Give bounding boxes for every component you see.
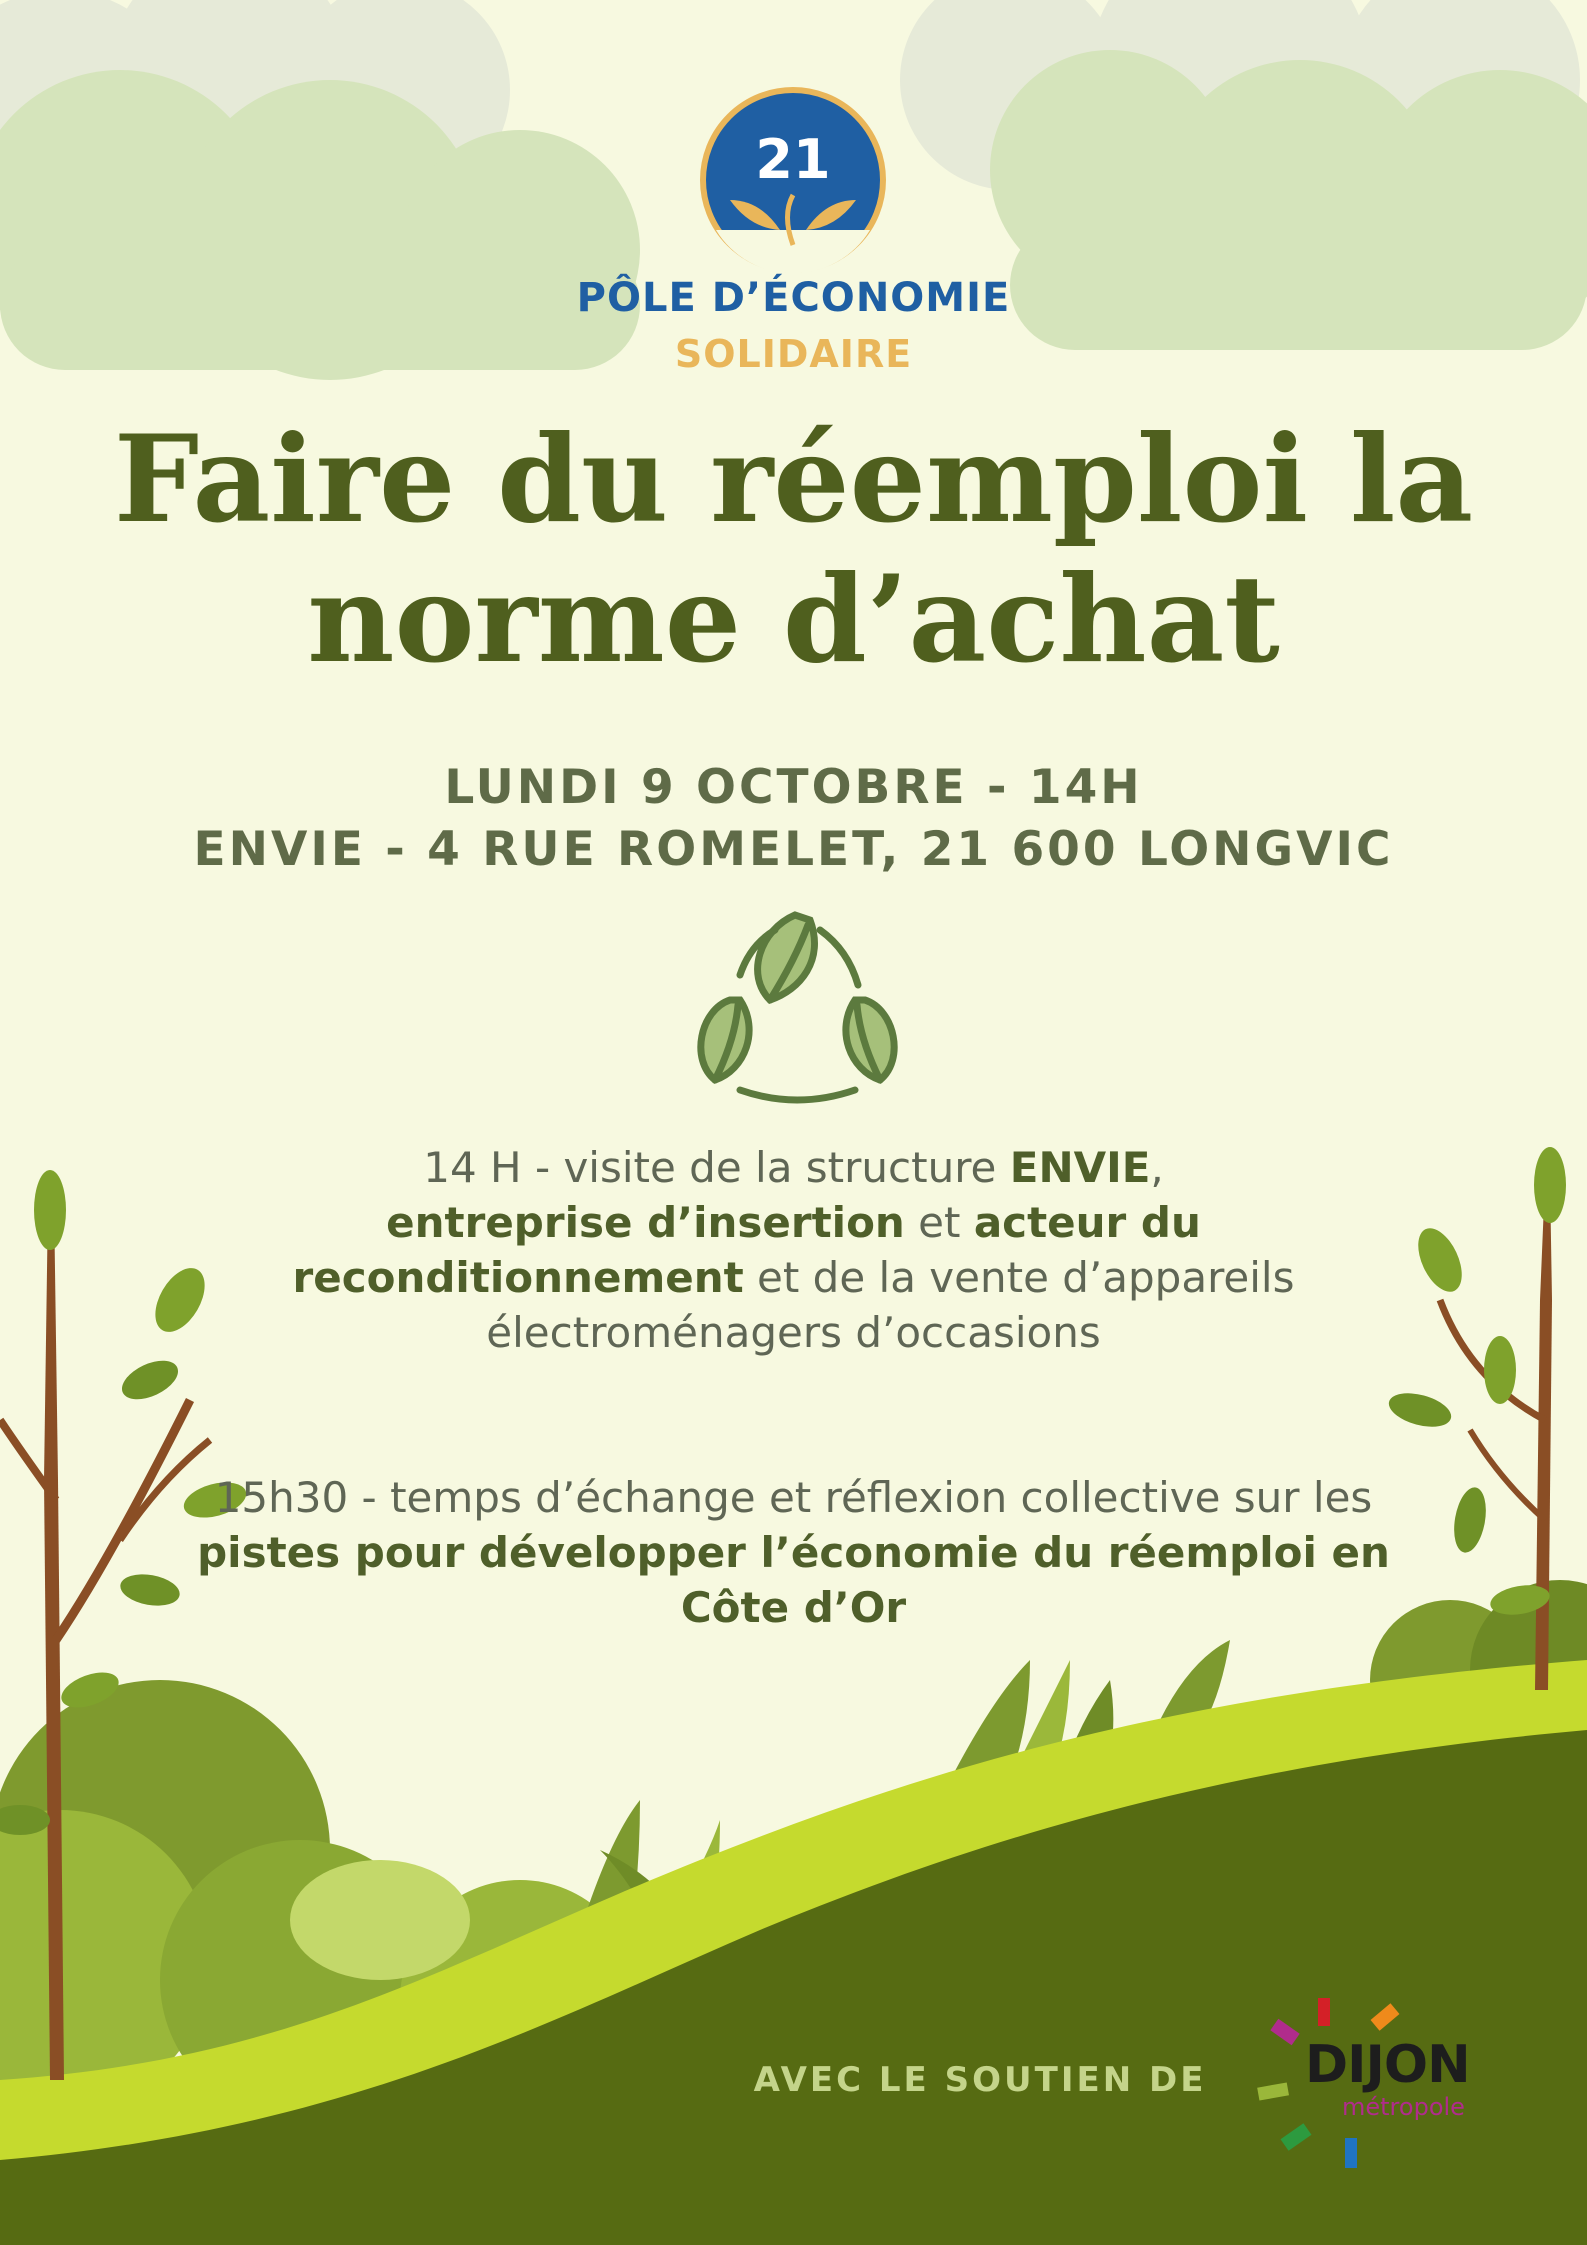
sponsor-subtitle: métropole	[1342, 2093, 1465, 2121]
organizer-subtitle: SOLIDAIRE	[674, 332, 913, 376]
event-date-time: LUNDI 9 OCTOBRE - 14H	[444, 760, 1143, 815]
sponsor-name: DIJON	[1305, 2035, 1470, 2095]
program-item-visit-bold-1: ENVIE	[1009, 1143, 1151, 1192]
title-line-1: Faire du réemploi la	[113, 409, 1474, 550]
support-label: AVEC LE SOUTIEN DE	[753, 2060, 1207, 2100]
program-item-visit-text-1: 14 H - visite de la structure	[423, 1143, 1010, 1192]
event-location: ENVIE - 4 RUE ROMELET, 21 600 LONGVIC	[193, 822, 1394, 877]
title-line-2: norme d’achat	[307, 549, 1280, 690]
program-item-discussion-text: 15h30 - temps d’échange et réflexion collective sur les	[214, 1473, 1373, 1522]
program-item-visit-text-4: et de la vente d’appareils électroménagers d’occasions	[486, 1253, 1295, 1357]
program-item-discussion-bold: pistes pour développer l’économie du réemploi en Côte d’Or	[197, 1528, 1390, 1632]
program-item-visit-bold-2: entreprise d’insertion	[386, 1198, 905, 1247]
logo-badge-number: 21	[755, 128, 831, 191]
program-item-visit-text-3: et	[904, 1198, 974, 1247]
program-item-visit-text-2: ,	[1150, 1143, 1164, 1192]
program-item-visit-bold-3: acteur du reconditionnement	[292, 1198, 1201, 1302]
organizer-name: PÔLE D’ÉCONOMIE	[576, 275, 1011, 321]
